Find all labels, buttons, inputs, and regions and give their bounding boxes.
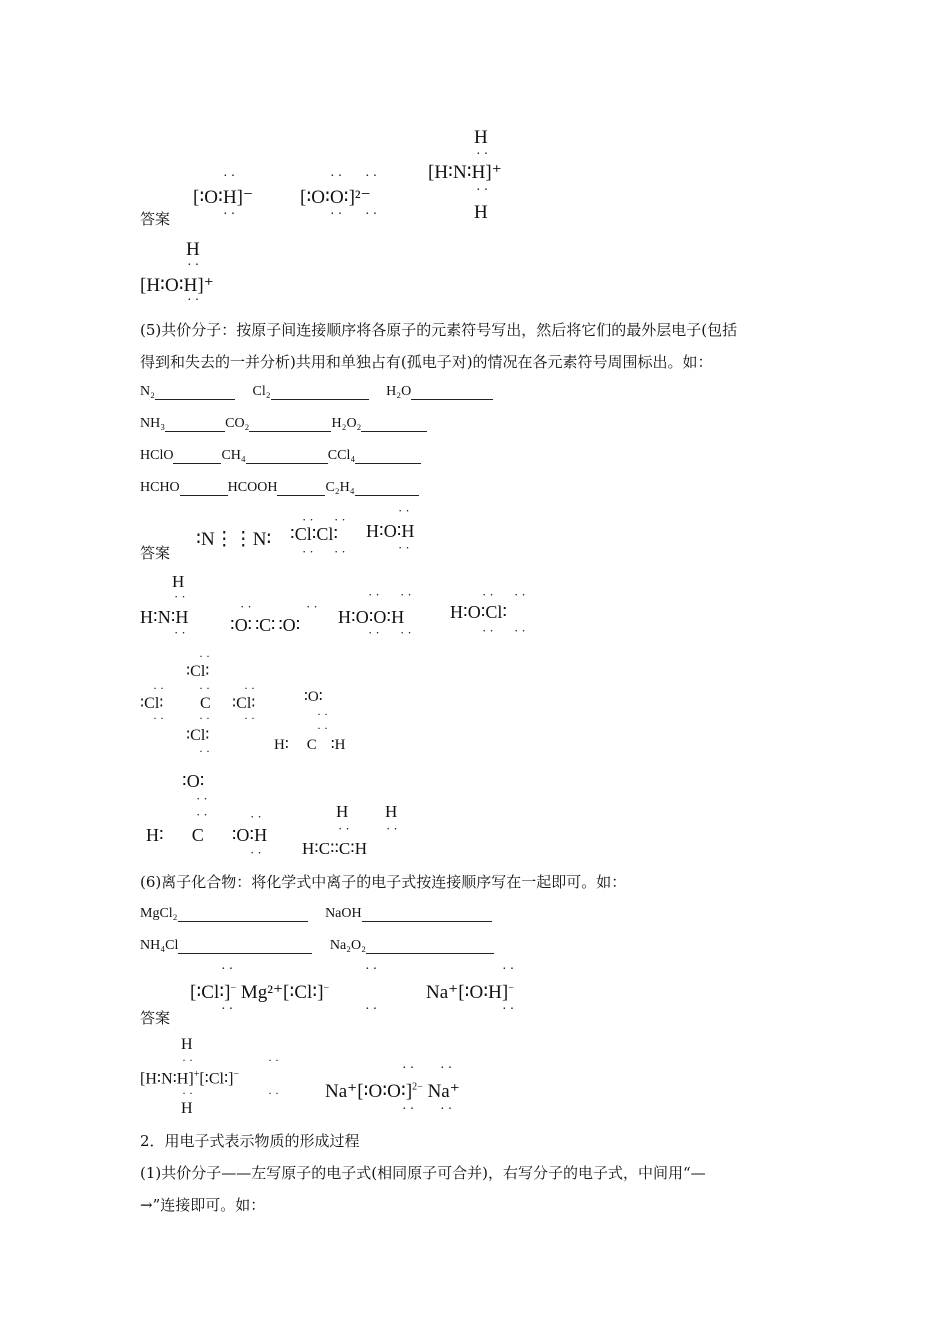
hcooh-bottom-row: H∶ C ∶O∶H [146,825,268,845]
cl2-electron-formula: ∶Cl∶Cl∶ [290,524,339,544]
lone-pair-dots: ·· [365,962,381,977]
lone-pair-dots: ·· [317,707,331,721]
lone-pair-dots: ·· [302,512,317,527]
lone-pair-dots: ·· [502,962,518,977]
bond-pair-dots: ·· [476,183,492,198]
answer-blank[interactable] [362,907,492,922]
lone-pair-dots: ·· [250,809,265,824]
lone-pair-dots: ·· [196,791,211,806]
chlorine-atom: ∶Cl∶ [186,727,210,744]
lone-pair-dots: ·· [244,711,258,725]
bond-pair-dots: ·· [199,681,213,695]
lone-pair-dots: ·· [514,587,529,602]
co2-electron-formula: ∶O∷C∷O∶ [230,615,301,635]
formula-label: HCHO [140,480,180,495]
c2h4-bottom-row: H∶C∶∶C∶H [302,839,367,858]
bond-pair-dots: ·· [174,589,189,604]
answer-blank[interactable] [249,417,331,432]
answer-blank[interactable] [271,385,369,400]
lone-pair-dots: ·· [365,169,381,184]
section6-text: (6)离子化合物：将化学式中离子的电子式按连接顺序写在一起即可。如： [140,873,627,891]
hydrogen-atom: H [336,802,349,821]
formula-label: H₂O [386,384,412,399]
h2o2-electron-formula: H∶O∶O∶H [338,607,405,627]
lone-pair-dots: ·· [365,1002,381,1017]
hydrogen-atom: H [172,572,185,591]
exercise-row-3 [140,448,421,464]
hydrogen-atom: H [385,802,398,821]
hydronium-ion: [H∶O∶H]⁺ [140,275,214,296]
formula-label: Na₂O₂ [329,938,367,953]
oxygen-atom: ∶O∶ [304,689,323,705]
formula-label: HCOOH [227,480,278,495]
lone-pair-dots: ·· [400,625,415,640]
hcho-bottom-row: H∶ C ∶H [274,737,346,753]
lone-pair-dots: ·· [514,623,529,638]
lone-pair-dots: ·· [221,1002,237,1017]
lone-pair-dots: ·· [199,744,213,758]
lone-pair-dots: ·· [440,1061,456,1076]
lone-pair-dots: ·· [268,1053,282,1067]
answer-blank[interactable] [411,385,493,400]
bond-pair-dots: ·· [476,147,492,162]
lone-pair-dots: ·· [398,540,413,555]
answer-blank[interactable] [355,481,419,496]
lone-pair-dots: ·· [334,512,349,527]
lone-pair-dots: ·· [330,207,346,222]
exercise-row-2 [140,416,427,432]
bond-pair-dots: ·· [196,807,211,822]
peroxide-ion: [∶O∶O∶]²⁻ [300,187,371,208]
lone-pair-dots: ·· [302,544,317,559]
answer-label-1: 答案 [140,210,171,228]
lone-pair-dots: ·· [199,649,213,663]
formula-label: HClO [140,448,174,463]
mgcl2-electron-formula: [∶Cl∶]− Mg²⁺[∶Cl∶]− [190,982,330,1003]
lone-pair-dots: ·· [330,169,346,184]
lone-pair-dots: ·· [402,1102,418,1117]
chlorine-atom: ∶Cl∶ [186,663,210,680]
lone-pair-dots: ·· [306,599,321,614]
answer-blank[interactable] [165,417,225,432]
exercise-row-1 [140,384,493,400]
formula-label: NH₄Cl [140,938,179,953]
section5-text-line2: 得到和失去的一并分析)共用和单独占有(孤电子对)的情况在各元素符号周围标出。如： [140,353,713,371]
lone-pair-dots: ·· [174,625,189,640]
bond-pair-dots: ·· [338,821,353,836]
lone-pair-dots: ·· [334,544,349,559]
hclo-electron-formula: H∶O∶Cl∶ [450,602,508,622]
formula-label: CH₄ [221,448,246,463]
answer-blank[interactable] [366,939,494,954]
formula-label: CO₂ [225,416,250,431]
lone-pair-dots: ·· [240,599,255,614]
n2-electron-formula: ∶N⋮⋮N∶ [196,529,272,550]
lone-pair-dots: ·· [365,207,381,222]
lone-pair-dots: ·· [398,503,413,518]
naoh-electron-formula: Na⁺[∶O∶H]− [426,982,514,1003]
answer-blank[interactable] [180,481,228,496]
exercise-row-5 [140,906,492,922]
answer-blank[interactable] [173,449,221,464]
na2o2-electron-formula: Na⁺[∶O∶O∶]$^{2-}$ Na⁺ [325,1081,460,1102]
bond-pair-dots: ·· [199,711,213,725]
lone-pair-dots: ·· [221,962,237,977]
formula-label: C₂H₄ [325,480,355,495]
lone-pair-dots: ·· [223,207,239,222]
lone-pair-dots: ·· [244,681,258,695]
lone-pair-dots: ·· [187,293,203,308]
answer-blank[interactable] [178,939,312,954]
ammonium-ion: [H∶N∶H]⁺ [428,162,502,183]
bond-pair-dots: ·· [317,721,331,735]
bond-pair-dots: ·· [386,821,401,836]
answer-blank[interactable] [277,481,325,496]
lone-pair-dots: ·· [440,1102,456,1117]
formula-label: CCl₄ [327,448,356,463]
answer-blank[interactable] [355,449,421,464]
answer-blank[interactable] [361,417,427,432]
bond-pair-dots: ·· [187,258,203,273]
exercise-row-4 [140,480,419,496]
lone-pair-dots: ·· [402,1061,418,1076]
chlorine-atom: ∶Cl∶ [140,695,164,712]
section2-heading: 2．用电子式表示物质的形成过程 [140,1132,360,1150]
hydroxide-ion: [∶O∶H]⁻ [193,187,254,208]
lone-pair-dots: ·· [268,1086,282,1100]
formula-label: H₂O₂ [331,416,362,431]
lone-pair-dots: ·· [368,587,383,602]
lone-pair-dots: ·· [223,169,239,184]
carbon-atom: C [200,695,211,712]
oxygen-atom: ∶O∶ [182,771,205,791]
answer-label-2: 答案 [140,544,171,562]
section2-text-line1: (1)共价分子——左写原子的电子式(相同原子可合并)，右写分子的电子式，中间用“— [140,1164,706,1182]
answer-blank[interactable] [178,907,308,922]
hydrogen-atom: H [474,127,488,148]
hydrogen-atom: H [181,1100,193,1117]
lone-pair-dots: ·· [482,623,497,638]
formula-label: NaOH [325,906,362,921]
section5-text-line1: (5)共价分子：按原子间连接顺序将各原子的元素符号写出，然后将它们的最外层电子(包括 [140,321,738,339]
answer-blank[interactable] [246,449,328,464]
bond-pair-dots: ·· [182,1053,196,1067]
formula-label: Cl₂ [252,384,271,399]
section2-text-line2: →”连接即可。如： [140,1196,266,1214]
lone-pair-dots: ·· [368,625,383,640]
nh3-electron-formula: H∶N∶H [140,607,189,627]
lone-pair-dots: ·· [250,845,265,860]
lone-pair-dots: ·· [153,681,167,695]
answer-blank[interactable] [155,385,235,400]
answer-label-3: 答案 [140,1009,171,1027]
nh4cl-electron-formula: [H∶N∶H]+[∶Cl∶]− [140,1069,240,1088]
h2o-electron-formula: H∶O∶H [366,521,415,541]
exercise-row-6 [140,938,494,954]
bond-pair-dots: ·· [182,1086,196,1100]
chlorine-atom: ∶Cl∶ [232,695,256,712]
lone-pair-dots: ·· [153,711,167,725]
formula-label: MgCl₂ [140,906,178,921]
lone-pair-dots: ·· [400,587,415,602]
hydrogen-atom: H [186,239,200,260]
formula-label: N₂ [140,384,155,399]
hydrogen-atom: H [181,1036,193,1053]
lone-pair-dots: ·· [482,587,497,602]
lone-pair-dots: ·· [502,1002,518,1017]
hydrogen-atom: H [474,202,488,223]
formula-label: NH₃ [140,416,166,431]
